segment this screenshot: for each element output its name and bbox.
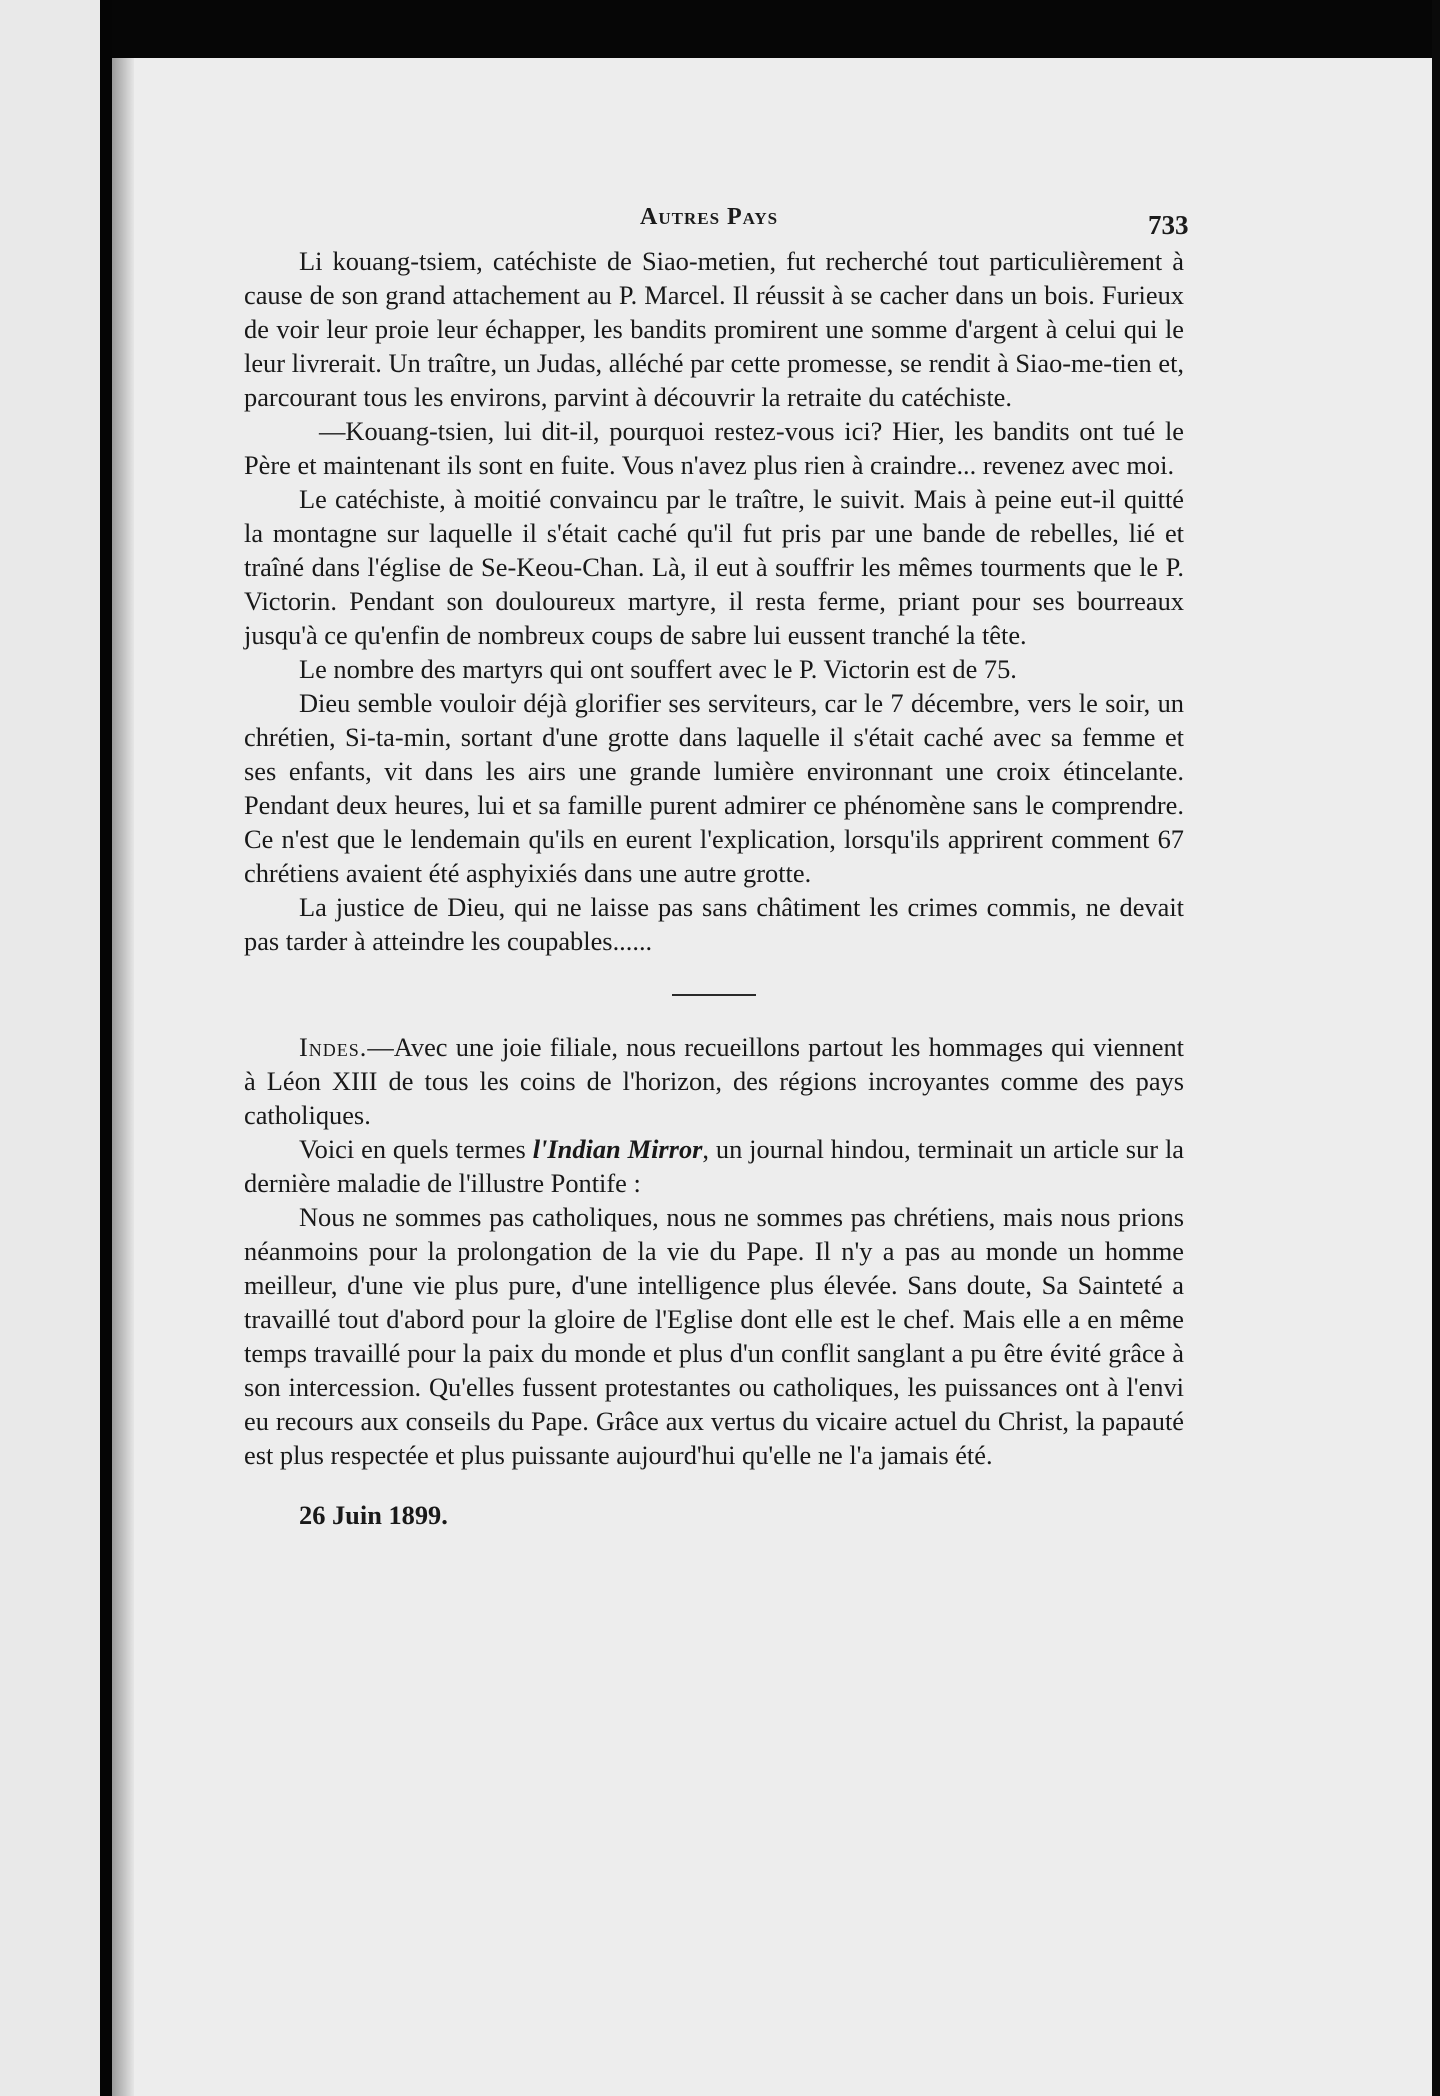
- paragraph-indian-mirror: [244, 1132, 1184, 1200]
- indian-mirror-lead: Voici en quels termes: [299, 1134, 533, 1164]
- paragraph-catechist-martyrdom: Le catéchiste, à moitié convaincu par le traître, le suivit. Mais à peine eut-il quitté la montagne sur laquelle il s'était caché qu'il fut pris par une bande de rebelles, lié et traîné dans l'église de Se-Keou-Chan. Là, il eut à souffrir les mêmes tourments que le P. Victorin. Pendant son douloureux martyre, il resta ferme, priant pour ses bourreaux jusqu'à ce qu'enfin de nombreux coups de sabre lui eussent tranché la tête.: [244, 484, 1184, 650]
- indian-mirror-tail: , un journal hindou, terminait un article sur la dernière maladie de l'illustre Pontife :: [244, 1134, 1184, 1198]
- scan-right-edge: [1432, 0, 1440, 2096]
- paragraph-martyr-count: Le nombre des martyrs qui ont souffert avec le P. Victorin est de 75.: [299, 654, 1017, 684]
- book-gutter-edge: [100, 0, 112, 2096]
- page-number: 733: [1148, 210, 1189, 240]
- paragraph-luminous-cross: Dieu semble vouloir déjà glorifier ses serviteurs, car le 7 décembre, vers le soir, un chrétien, Si-ta-min, sortant d'une grotte dans laquelle il s'était caché avec sa femme et ses enfants, vit dans les airs une grande lumière environnant une croix étincelante. Pendant deux heures, lui et sa famille purent admirer ce phénomène sans le comprendre. Ce n'est que le lendemain qu'ils en eurent l'explication, lorsqu'ils apprirent comment 67 chrétiens avaient été asphyixiés dans une autre grotte.: [244, 688, 1184, 888]
- running-header: [134, 198, 1432, 238]
- indes-intro-text: —Avec une joie filiale, nous recueillons partout les hommages qui viennent à Léon XIII de tous les coins de l'horizon, des régions incroyantes comme des pays catholiques.: [244, 1032, 1184, 1130]
- paragraph-catechist-hiding: Li kouang-tsiem, catéchiste de Siao-metien, fut recherché tout particulièrement à cause de son grand attachement au P. Marcel. Il réussit à se cacher dans un bois. Furieux de voir leur proie leur échapper, les bandits promirent une somme d'argent à celui qui le leur livrerait. Un traître, un Judas, alléché par cette promesse, se rendit à Siao-me-tien et, parcourant tous les environs, parvint à découvrir la retraite du catéchiste.: [244, 246, 1184, 412]
- section-label-indes: Indes.: [299, 1032, 368, 1062]
- paragraph-divine-justice: La justice de Dieu, qui ne laisse pas sans châtiment les crimes commis, ne devait pas tarder à atteindre les coupables......: [244, 892, 1184, 956]
- paragraph-indes-intro: [244, 1030, 1184, 1132]
- scan-top-frame: [112, 0, 1440, 58]
- dateline: 26 Juin 1899.: [299, 1500, 448, 1530]
- gutter-shadow: [112, 0, 134, 2096]
- body-text: [244, 244, 1184, 1532]
- book-page: [134, 58, 1432, 2096]
- journal-title: l'Indian Mirror: [532, 1134, 703, 1164]
- facing-page-margin: [0, 0, 100, 2096]
- running-title: Autres Pays: [640, 204, 779, 230]
- quoted-article: Nous ne sommes pas catholiques, nous ne sommes pas chrétiens, mais nous prions néanmoins pour la prolongation de la vie du Pape. Il n'y a pas au monde un homme meilleur, d'une vie plus pure, d'une intelligence plus élevée. Sans doute, Sa Sainteté a travaillé tout d'abord pour la gloire de l'Eglise dont elle est le chef. Mais elle a en même temps travaillé pour la paix du monde et plus d'un conflit sanglant a pu être évité grâce à son intercession. Qu'elles fussent protestantes ou catholiques, les puissances ont à l'envi eu recours aux conseils du Pape. Grâce aux vertus du vicaire actuel du Christ, la papauté est plus respectée et plus puissante aujourd'hui qu'elle ne l'a jamais été.: [244, 1202, 1184, 1470]
- paragraph-traitor-speech: —Kouang-tsien, lui dit-il, pourquoi restez-vous ici? Hier, les bandits ont tué le Père et maintenant ils sont en fuite. Vous n'avez plus rien à craindre... revenez avec moi.: [244, 416, 1184, 480]
- section-divider: [672, 994, 756, 996]
